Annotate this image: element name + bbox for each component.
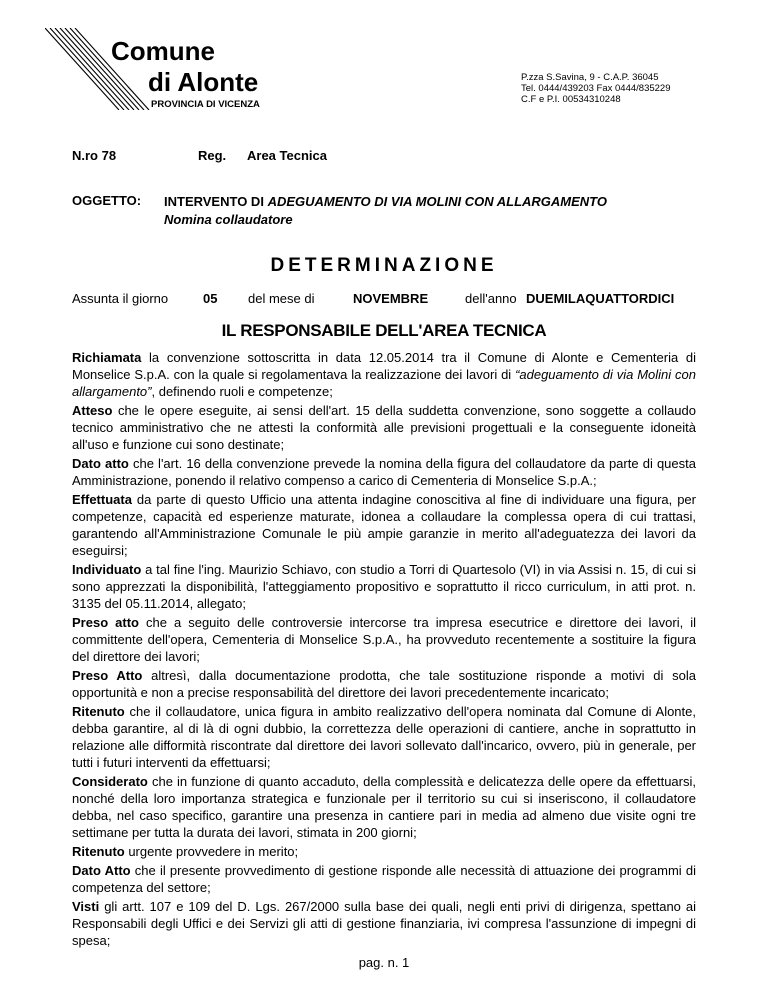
subject-prefix: INTERVENTO DI bbox=[164, 194, 264, 209]
paragraph-lead: Effettuata bbox=[72, 492, 132, 507]
paragraph bbox=[72, 898, 696, 949]
paragraph bbox=[72, 614, 696, 665]
month-label: del mese di bbox=[248, 291, 315, 306]
paragraph-text: la convenzione sottoscritta in data 12.05.2014 tra il Comune di Alonte e Cementeria di Monselice S.p.A. con la quale si regolamentava la realizzazione dei lavori di bbox=[72, 350, 696, 382]
day-value: 05 bbox=[203, 291, 218, 306]
province-label: PROVINCIA DI VICENZA bbox=[151, 99, 260, 110]
paragraph bbox=[72, 349, 696, 400]
subject-line2: Nomina collaudatore bbox=[164, 212, 293, 227]
paragraph-text: che il presente provvedimento di gestione risponde alle necessità di attuazione dei programmi di competenza del settore; bbox=[72, 863, 696, 895]
paragraph-lead: Visti bbox=[72, 899, 100, 914]
paragraph bbox=[72, 561, 696, 612]
paragraph-text: altresì, dalla documentazione prodotta, che tale sostituzione risponde a motivi di sola opportunità e non a precise responsabilità del direttore dei lavori precedentemente incaricato; bbox=[72, 668, 696, 700]
paragraph bbox=[72, 455, 696, 489]
document-body bbox=[72, 349, 696, 951]
paragraph bbox=[72, 862, 696, 896]
registry-area: Area Tecnica bbox=[247, 148, 327, 163]
paragraph-text: che il collaudatore, unica figura in ambito realizzativo dell'opera nominata dal Comune di Alonte, debba garantire, al di là di ogni dubbio, la correttezza delle operazioni di cantiere, anche in soprattutto in relazione alle difformità riscontrate dal direttore dei lavori sollevato dall'incarico, ovvero, più in generale, per tutti i futuri interventi da effettuarsi; bbox=[72, 704, 696, 770]
phone-line: Tel. 0444/439203 Fax 0444/835229 bbox=[521, 83, 671, 94]
paragraph-lead: Atteso bbox=[72, 403, 113, 418]
paragraph bbox=[72, 667, 696, 701]
document-title: DETERMINAZIONE bbox=[270, 255, 498, 276]
paragraph-text: che l'art. 16 della convenzione prevede la nomina della figura del collaudatore da parte di questa Amministrazione, ponendo il relativo compenso a carico di Cementeria di Monselice S.p.A.; bbox=[72, 456, 696, 488]
paragraph-lead: Considerato bbox=[72, 774, 148, 789]
paragraph-lead: Ritenuto bbox=[72, 704, 125, 719]
paragraph-text: che in funzione di quanto accaduto, della complessità e delicatezza delle opere da effettuarsi, nonché della loro importanza strategica e funzionale per il territorio su cui si inseriscono, il collaudatore debba, nel caso specifico, garantire una presenza in cantiere pari in media ad almeno due visite ogni tre settimane per tutta la durata dei lavori, stimata in 200 giorni; bbox=[72, 774, 696, 840]
paragraph bbox=[72, 703, 696, 771]
paragraph bbox=[72, 773, 696, 841]
year-label: dell'anno bbox=[465, 291, 517, 306]
paragraph-italic: “adeguamento di via Molini con allargamento” bbox=[72, 367, 696, 399]
paragraph-lead: Dato Atto bbox=[72, 863, 131, 878]
subject-italic: ADEGUAMENTO DI VIA MOLINI CON ALLARGAMENTO bbox=[267, 194, 608, 209]
responsible-title: IL RESPONSABILE DELL'AREA TECNICA bbox=[221, 321, 547, 340]
address-line: P.zza S.Savina, 9 - C.A.P. 36045 bbox=[521, 72, 659, 83]
registry-reg-label: Reg. bbox=[198, 148, 227, 163]
paragraph-lead: Dato atto bbox=[72, 456, 129, 471]
paragraph-text: che a seguito delle controversie intercorse tra impresa esecutrice e direttore dei lavori, il committente dell'opera, Cementeria di Monselice S.p.A., ha provveduto recentemente a sostituire la figura del direttore dei lavori; bbox=[72, 615, 697, 664]
year-value: DUEMILAQUATTORDICI bbox=[526, 291, 675, 306]
tax-code-line: C.F e P.I. 00534310248 bbox=[521, 94, 621, 105]
paragraph bbox=[72, 843, 696, 860]
paragraph-text: urgente provvedere in merito; bbox=[124, 844, 299, 859]
subject-text bbox=[164, 193, 607, 229]
subject-label: OGGETTO: bbox=[72, 193, 142, 208]
paragraph-lead: Preso Atto bbox=[72, 668, 143, 683]
logo-title-alonte: di Alonte bbox=[148, 67, 259, 97]
paragraph-text: gli artt. 107 e 109 del D. Lgs. 267/2000 sulla base dei quali, negli enti privi di dirigenza, spettano ai Responsabili degli Uffici e dei Servizi gli atti di gestione finanziaria, ivi compresa l'assunzione di impegni di spesa; bbox=[72, 899, 696, 948]
month-value: NOVEMBRE bbox=[353, 291, 429, 306]
paragraph-lead: Richiamata bbox=[72, 350, 142, 365]
paragraph-lead: Ritenuto bbox=[72, 844, 125, 859]
assunta-label: Assunta il giorno bbox=[72, 291, 169, 306]
address-block bbox=[521, 72, 671, 105]
paragraph bbox=[72, 402, 696, 453]
paragraph bbox=[72, 491, 696, 559]
page-number: pag. n. 1 bbox=[358, 955, 410, 970]
paragraph-text: che le opere eseguite, ai sensi dell'art. 15 della suddetta convenzione, sono soggette a collaudo tecnico amministrativo che ne attesti la conformità alle previsioni progettuali e la conseguente idoneità all'uso e funzione cui sono destinate; bbox=[72, 403, 696, 452]
paragraph-text: , definendo ruoli e competenze; bbox=[151, 384, 333, 399]
paragraph-text: da parte di questo Ufficio una attenta indagine conoscitiva al fine di individuare una figura, per competenze, capacità ed esperienze maturate, idonea a collaudare la complessa opera di cui trattasi, garantendo all'Amministrazione Comunale le più ampie garanzie in merito all'adeguatezza dei lavori da eseguirsi; bbox=[72, 492, 696, 558]
registry-number: N.ro 78 bbox=[72, 148, 117, 163]
paragraph-lead: Individuato bbox=[72, 562, 142, 577]
paragraph-lead: Preso atto bbox=[72, 615, 139, 630]
paragraph-text: a tal fine l'ing. Maurizio Schiavo, con studio a Torri di Quartesolo (VI) in via Assisi n. 15, di cui si sono apprezzati la disponibilità, l'atteggiamento propositivo e soprattutto il ricco curriculum, in atti prot. n. 3135 del 05.11.2014, allegato; bbox=[72, 562, 696, 611]
logo-title-comune: Comune bbox=[111, 36, 215, 66]
